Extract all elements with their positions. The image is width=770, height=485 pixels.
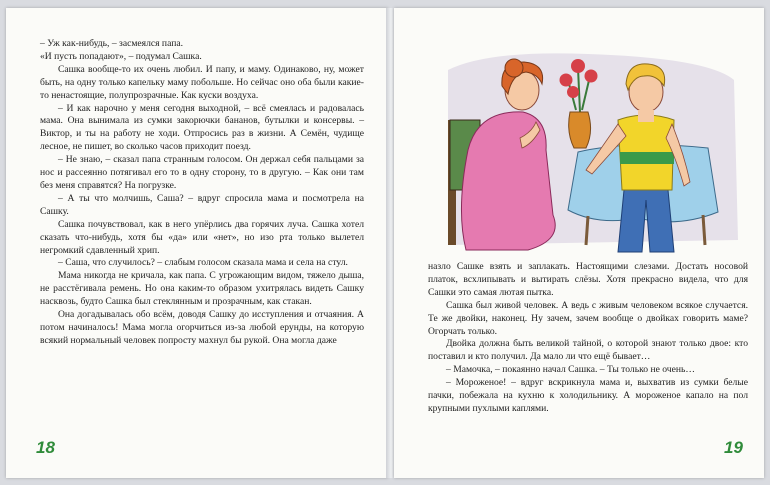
page-number-left: 18 [36,438,55,457]
right-page-text [428,261,748,416]
right-page [394,8,764,478]
paragraph: Она догадывалась обо всём, доводя Сашку до исступления и отчаяния. А потом начиналось! Мама могла огорчиться из-за любой ерунды, на которую всякий нормальный человек попросту махнул бы рукой. Она могла даже [40,309,364,346]
paragraph: – Уж как-нибудь, – засмеялся папа. [40,38,183,49]
paragraph: Сашка вообще-то их очень любил. И папу, и маму. Одинаково, ну, может быть, на одну только капельку маму побольше. Но сейчас оно оба были какие-то ненастоящие, полупрозрачные. Как куски воздуха. [40,63,364,101]
paragraph: – А ты что молчишь, Саша? – вдруг спросила мама и посмотрела на Сашку. [40,192,364,217]
left-page [6,8,388,478]
paragraph: «И пусть попадают», – подумал Сашка. [40,50,202,62]
paragraph: Мама никогда не кричала, как папа. С угрожающим видом, тяжело дыша, не расстёгивала ремень. Но она каким-то образом ухитрялась видеть Сашку насквозь, будто Сашка был стеклянным и прозрачным, как стакан. [40,270,364,308]
paragraph: – Саша, что случилось? – слабым голосом сказала мама и села на стул. [58,257,348,269]
paragraph: – Мамочка, – покаянно начал Сашка. – Ты только не очень… [446,364,695,376]
paragraph: – Мороженое! – вдруг вскрикнула мама и, выхватив из сумки белые пачки, побежала на кухню к холодильнику. А мороженое капало на пол крупными пухлыми каплями. [428,377,748,414]
paragraph: – И как нарочно у меня сегодня выходной, – всё смеялась и радовалась мама. Она вынимала из сумки закорючки бананов, бутылки и консервы. – Виктор, и ты на работу не ходи. Отпросись раз в жизни. А Семён, чудище лесное, не пишет, во сколько часов приходит поезд. [40,102,364,153]
paragraph: Сашка был живой человек. А ведь с живым человеком всякое случается. Те же двойки, наконец. Ну зачем, зачем вообще о двойках говорить маме? Огорчать только. [428,299,748,337]
paragraph: Сашка почувствовал, как в него упёрлись два горячих луча. Сашка хотел сказать что-нибудь, хотя бы «да» или «нет», но изо рта только вылетел негромкий сдавленный хрип. [40,218,364,256]
illustration-mother-and-boy [428,40,750,258]
page-number-right: 19 [724,438,743,457]
paragraph: назло Сашке взять и заплакать. Настоящими слезами. Достать носовой платок, всхлипывать и вытирать слёзы. Хотя прекрасно видела, что для Сашки это самая лютая пытка. [428,261,748,298]
paragraph: – Не знаю, – сказал папа странным голосом. Он держал себя пальцами за нос и рассеянно потягивал его то в одну сторону, то в другую. – Как они там без меня справятся? На погрузке. [40,154,364,191]
left-page-text [40,38,364,348]
paragraph: Двойка должна быть великой тайной, о которой знают только двое: кто поставил и кто получил. Да мало ли что ещё бывает… [428,338,748,363]
